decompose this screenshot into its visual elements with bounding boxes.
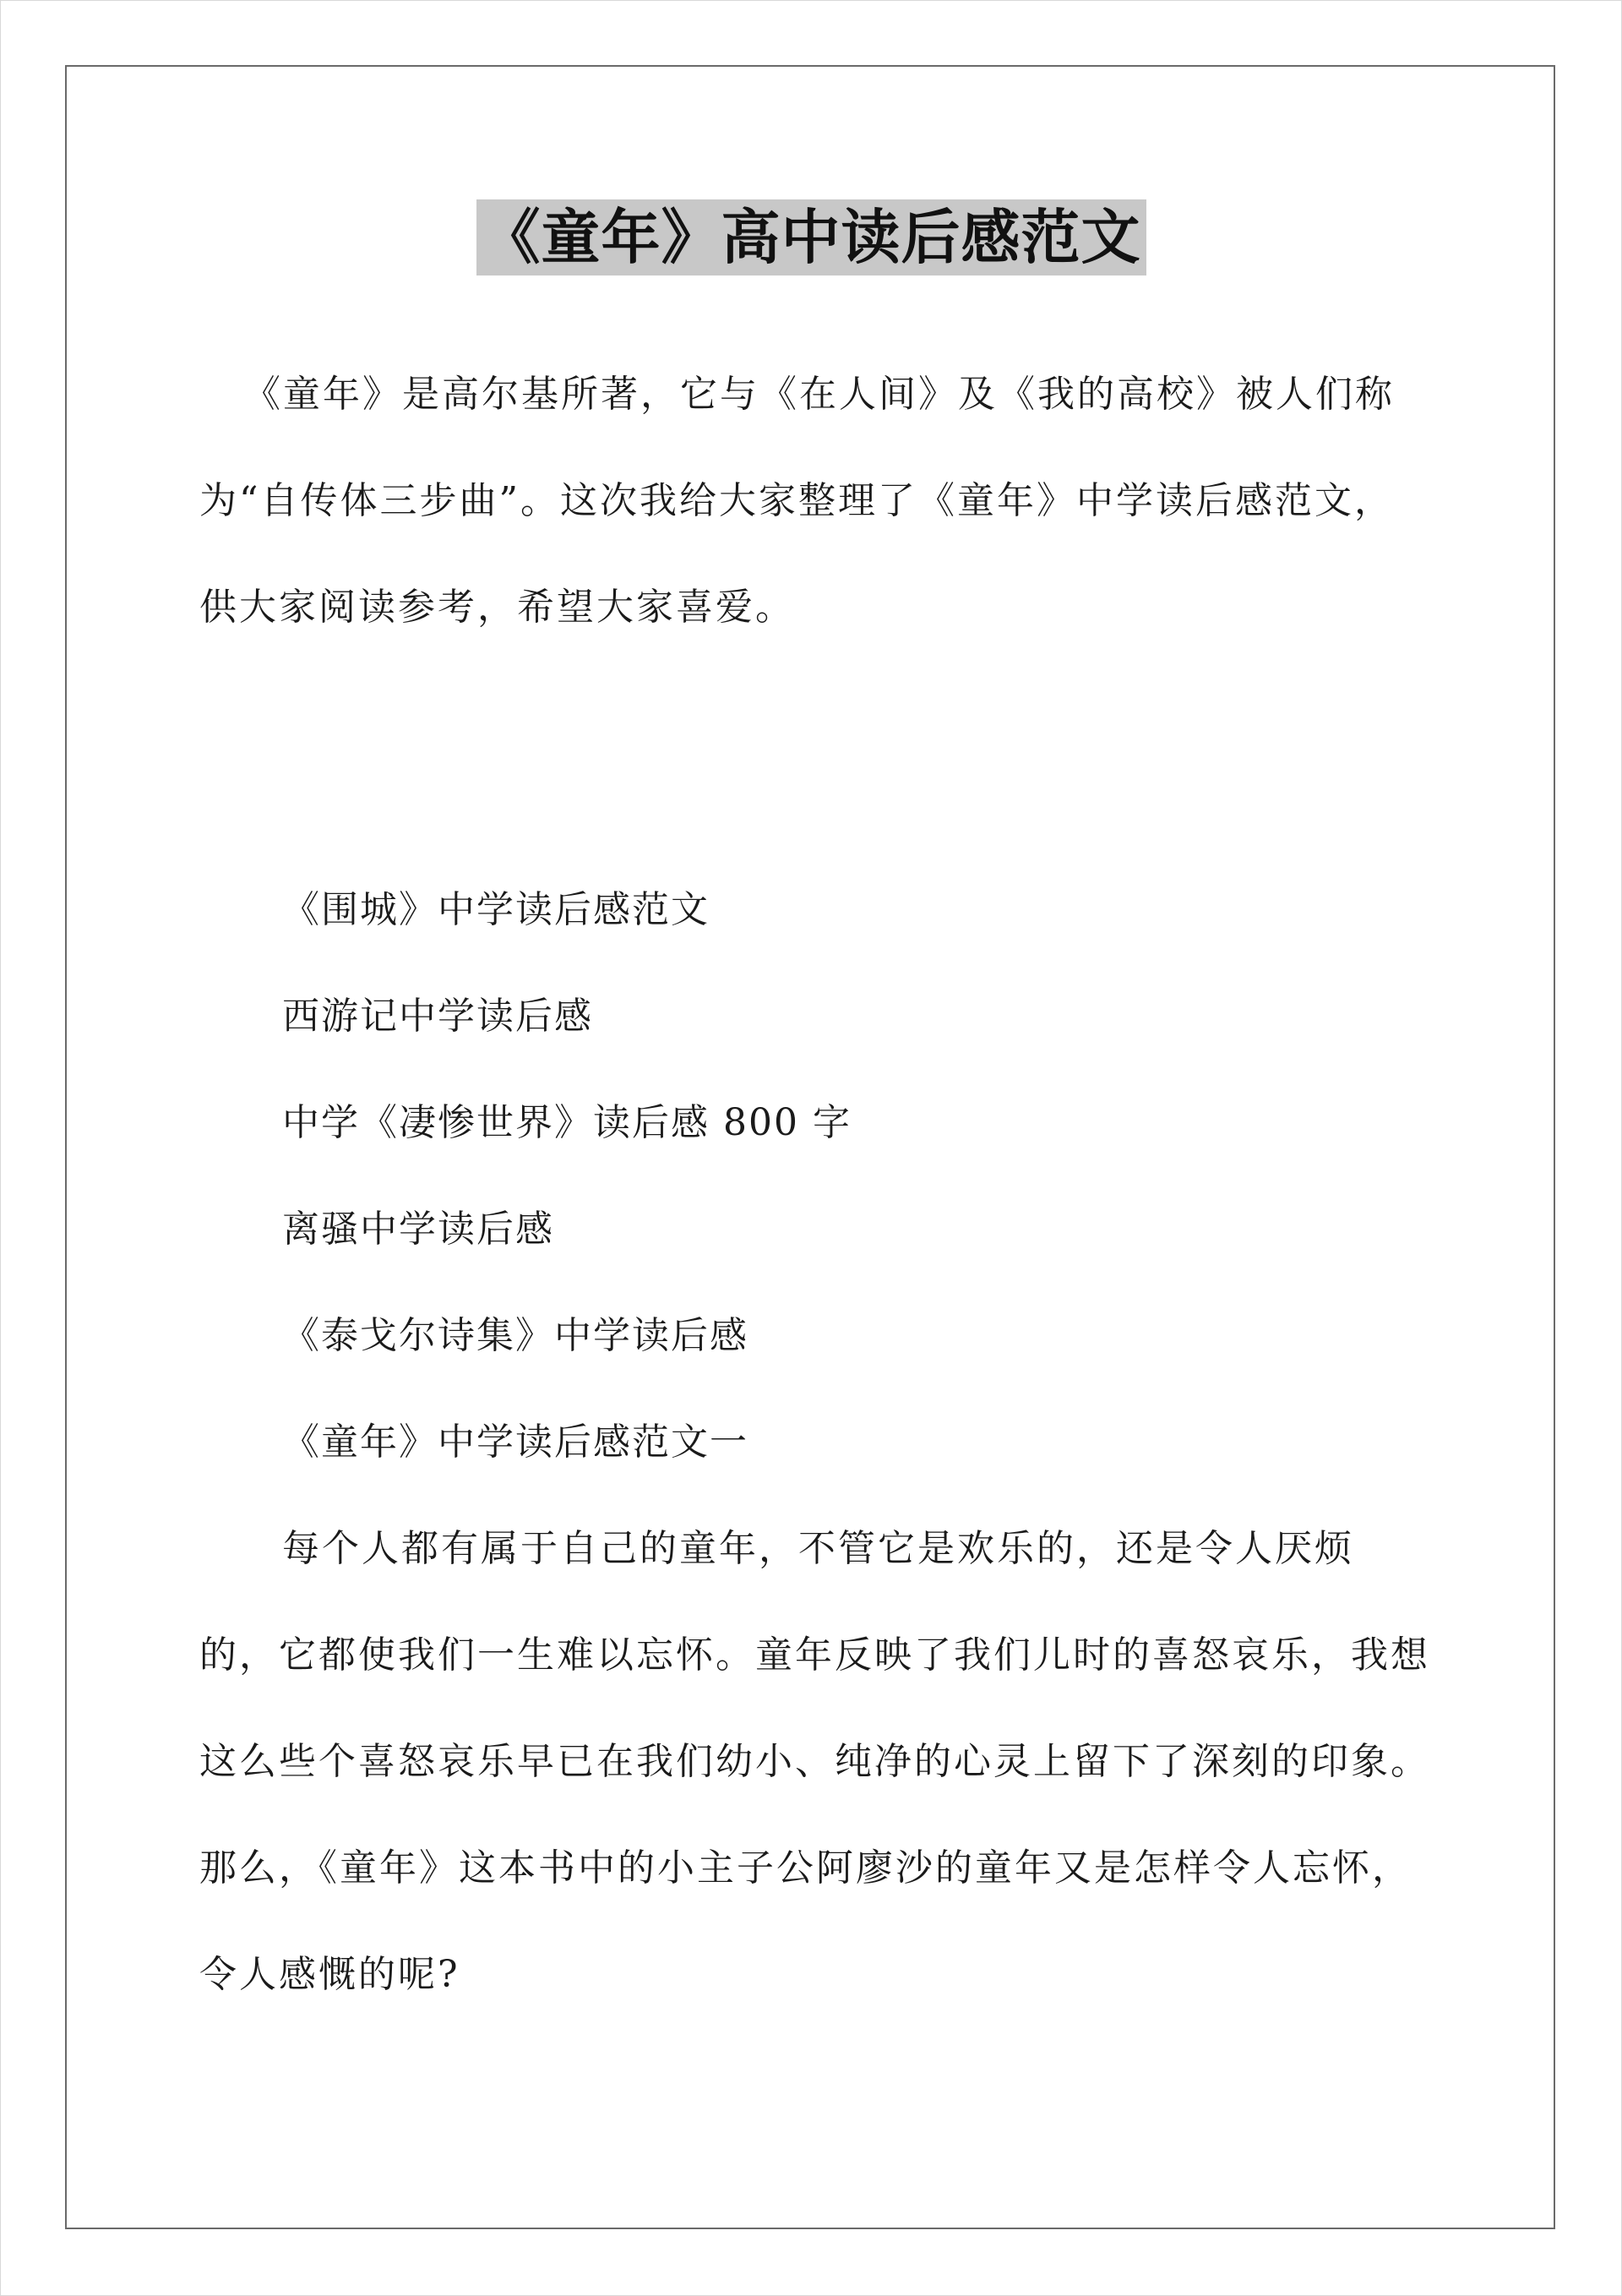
- body-paragraph: 每个人都有属于自己的童年，不管它是欢乐的，还是令人厌烦的，它都使我们一生难以忘怀。童年反映了我们儿时的喜怒哀乐，我想这么些个喜怒哀乐早已在我们幼小、纯净的心灵上留下了深刻的印象。那么，《童年》这本书中的小主子公阿廖沙的童年又是怎样令人忘怀，令人感慨的呢?: [199, 1527, 1430, 1996]
- intro-paragraph: 《童年》是高尔基所著，它与《在人间》及《我的高校》被人们称为“自传体三步曲”。这次我给大家整理了《童年》中学读后感范文，供大家阅读参考，希望大家喜爱。: [199, 373, 1395, 629]
- related-article-link[interactable]: 《围城》中学读后感范文: [282, 888, 710, 931]
- related-article-link[interactable]: 《泰戈尔诗集》中学读后感: [282, 1314, 748, 1357]
- document-title: 《童年》高中读后感范文: [476, 199, 1146, 275]
- related-article-link[interactable]: 离骚中学读后感: [282, 1208, 554, 1251]
- title-container: [0, 199, 1622, 275]
- related-article-link[interactable]: 中学《凄惨世界》读后感 800 字: [282, 1101, 852, 1144]
- related-articles-list: [282, 857, 852, 1496]
- section-heading: 《童年》中学读后感范文一: [282, 1421, 748, 1464]
- related-article-link[interactable]: 西游记中学读后感: [282, 995, 593, 1038]
